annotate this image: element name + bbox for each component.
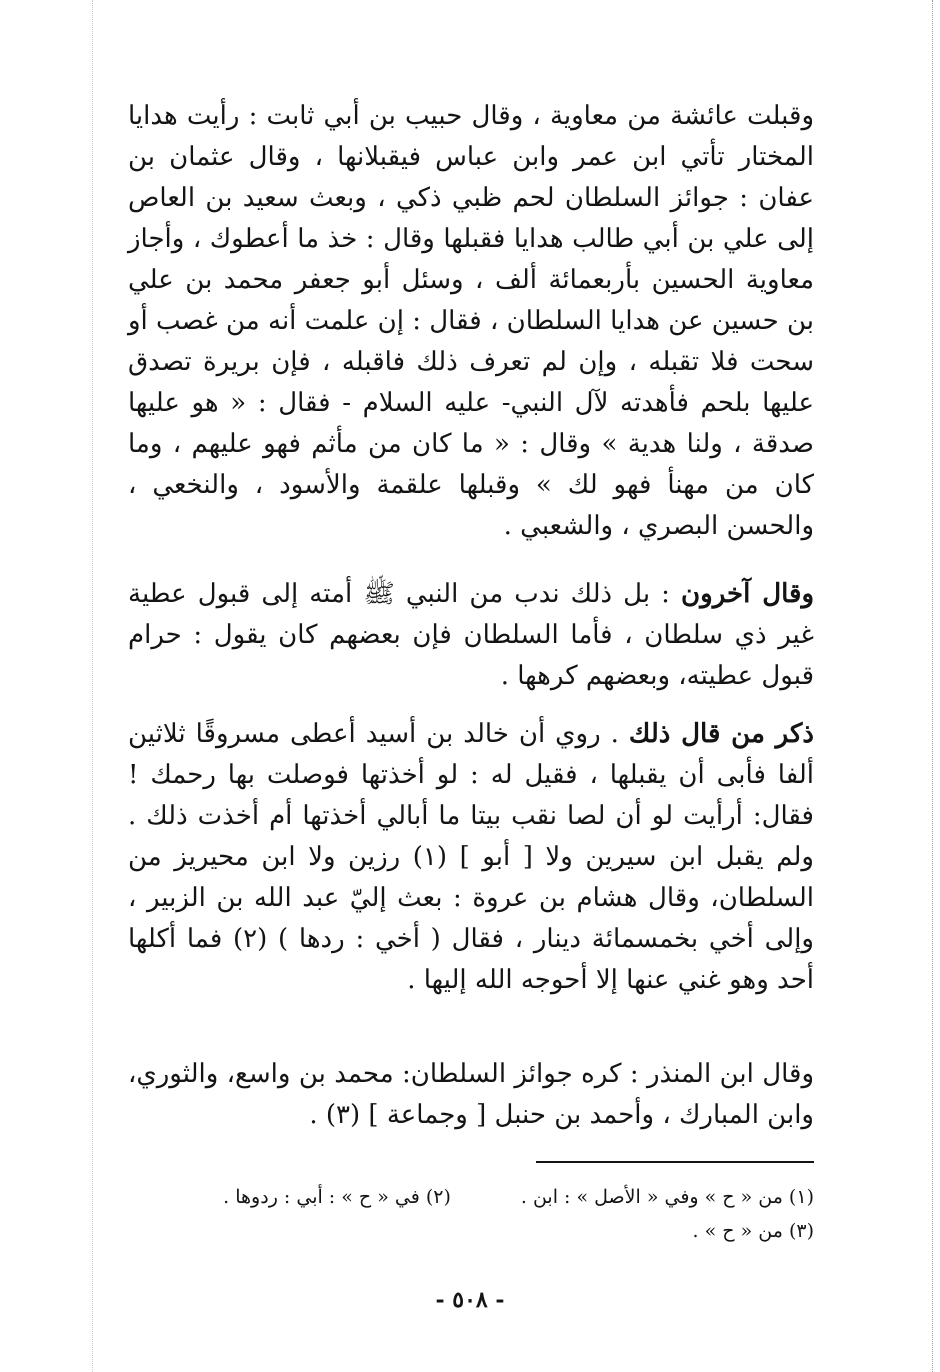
footnote-2: (٢) في « ح » : أبي : ردوها . [223,1186,451,1208]
footnote-3: (٣) من « ح » . [692,1220,814,1242]
paragraph-text [128,574,814,697]
scan-edge-left [92,0,94,1372]
body-paragraph-3 [128,714,814,1001]
paragraph-body: وقال ابن المنذر : كره جوائز السلطان: محمد بن واسع، والثوري، وابن المبارك ، وأحمد بن حنبل [ وجماعة ] (٣) . [128,1059,814,1130]
paragraph-lead: ذكر من قال ذلك [628,719,814,749]
footnote-separator [536,1161,814,1163]
body-paragraph-4 [128,1054,814,1136]
paragraph-body: . روي أن خالد بن أسيد أعطى مسروقًا ثلاثين ألفا فأبى أن يقبلها ، فقيل له : لو أخذتها فوصلت بها رحمك ! فقال: أرأيت لو أن لصا نقب بيتا ما أبالي أخذتها أم أخذت ذلك . ولم يقبل ابن سيرين ولا [ أبو ] (١) رزين ولا ابن محيريز من السلطان، وقال هشام بن عروة : بعث إليّ عبد الله بن الزبير ، وإلى أخي بخمسمائة دينار ، فقال ( أخي : ردها ) (٢) فما أكلها أحد وهو غني عنها إلا أحوجه الله إليها . [128,719,814,995]
page-number: - ٥٠٨ - [435,1287,505,1313]
paragraph-text [128,96,814,547]
body-paragraph-2 [128,574,814,697]
body-paragraph-1 [128,96,814,547]
paragraph-body: : بل ذلك ندب من النبي ﷺ أمته إلى قبول عطية غير ذي سلطان ، فأما السلطان فإن بعضهم كان يقول : حرام قبول عطيته، وبعضهم كرهها . [128,579,814,691]
footnote-1: (١) من « ح » وفي « الأصل » : ابن . [520,1186,814,1208]
paragraph-body: وقبلت عائشة من معاوية ، وقال حبيب بن أبي ثابت : رأيت هدايا المختار تأتي ابن عمر وابن عباس فيقبلانها ، وقال عثمان بن عفان : جوائز السلطان لحم ظبي ذكي ، وبعث سعيد بن العاص إلى علي بن أبي طالب هدايا فقبلها وقال : خذ ما أعطوك ، وأجاز معاوية الحسين بأربعمائة ألف ، وسئل أبو جعفر محمد بن علي بن حسين عن هدايا السلطان ، فقال : إن علمت أنه من غصب أو سحت فلا تقبله ، وإن لم تعرف ذلك فاقبله ، فإن بريرة تصدق عليها بلحم فأهدته لآل النبي- عليه السلام - فقال : « هو عليها صدقة ، ولنا هدية » وقال : « ما كان من مأثم فهو عليهم ، وما كان من مهنأ فهو لك » وقبلها علقمة والأسود ، والنخعي ، والحسن البصري ، والشعبي . [128,101,814,541]
paragraph-lead: وقال آخرون [681,579,815,609]
footnote-row-2 [150,1214,814,1248]
paragraph-text [128,1054,814,1136]
footnotes [150,1180,814,1248]
paragraph-text [128,714,814,1001]
footnote-row-1 [150,1180,814,1214]
scan-edge-right [932,0,934,1372]
